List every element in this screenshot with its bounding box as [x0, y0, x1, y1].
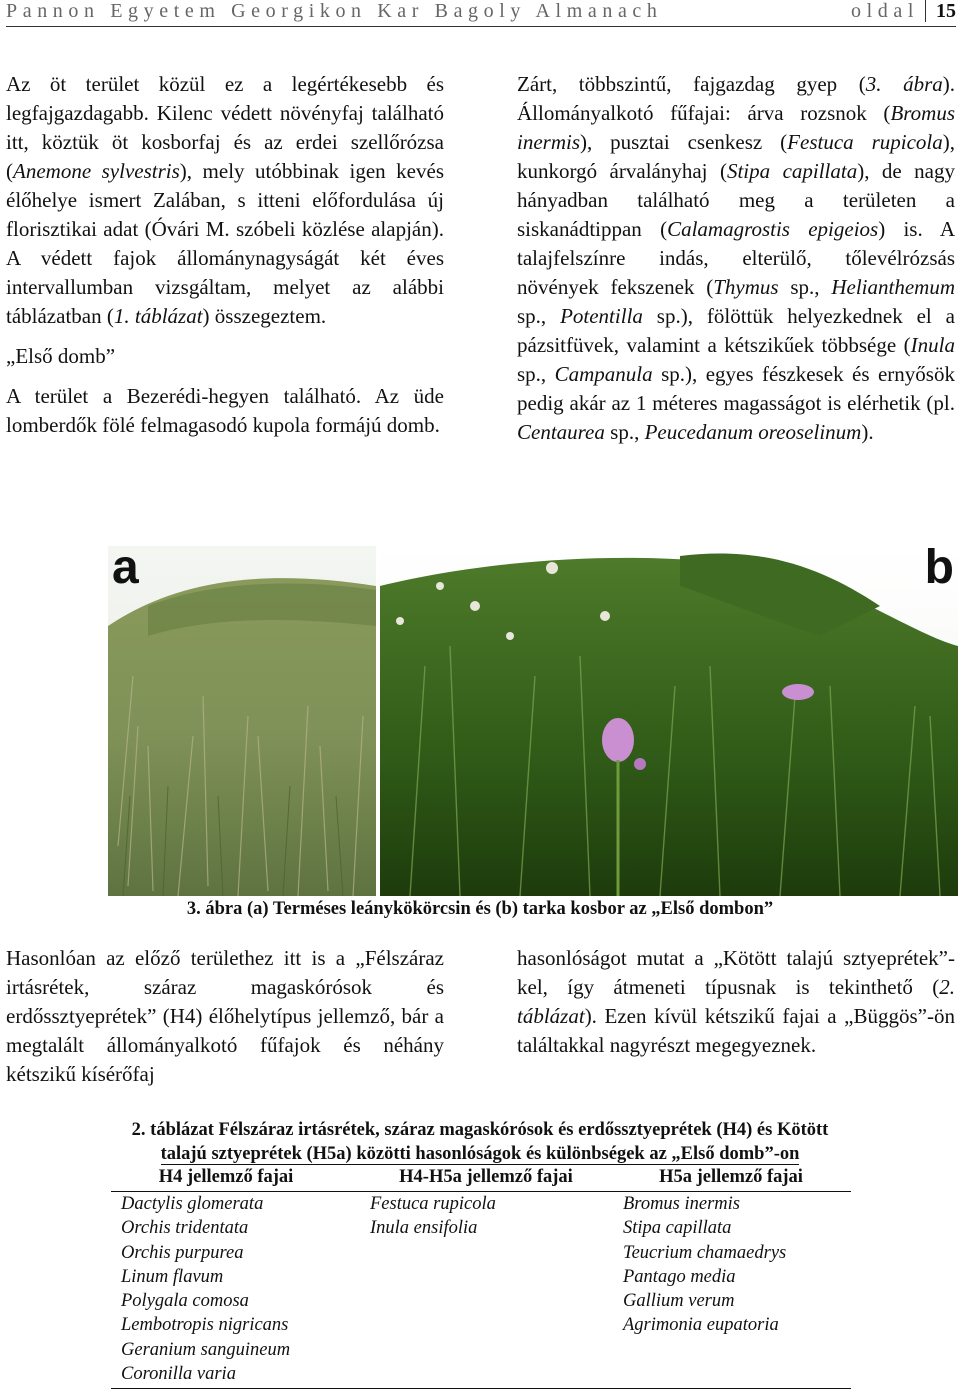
- table-cell: Inula ensifolia: [370, 1218, 478, 1239]
- figure-label-b: b: [924, 546, 954, 594]
- table-cell: Polygala comosa: [121, 1291, 249, 1312]
- table-cell: Geranium sanguineum: [121, 1339, 291, 1360]
- page-label: oldal: [851, 0, 919, 22]
- paragraph-vegetation: Zárt, többszintű, fajgazdag gyep (3. ábra). Állományalkotó fűfajai: árva rozsnok (Bromus inermis), pusztai csenkesz (Festuca rupicola), kunkorgó árvalányhaj (Stipa capillata), de nagy hányadban található meg a területen a siskanádtippan (Calamagrostis epigeios) is. A talajfelszínre indás, elterülő, tőlevélrózsás növények fekszenek (Thymus sp., Helianthemum sp., Potentilla sp.), fölöttük helyezkednek el a pázsitfüvek, valamint a kétszikűek többsége (Inula sp., Campanula sp.), egyes fészkesek és ernyősök pedig akár az 1 méteres magasságot is elérhetik (pl. Centaurea sp., Peucedanum oreoselinum).: [517, 72, 956, 444]
- table-cell: Coronilla varia: [121, 1364, 236, 1385]
- figure-caption: 3. ábra (a) Terméses leánykökörcsin és (b) tarka kosbor az „Első dombon”: [186, 899, 774, 919]
- table-cell: Dactylis glomerata: [121, 1194, 264, 1214]
- column-header: H5a jellemző fajai: [659, 1167, 803, 1187]
- page-header: [6, 0, 956, 27]
- table-header: [111, 1167, 851, 1192]
- table-cell: Teucrium chamaedrys: [623, 1242, 787, 1263]
- table-cell: Orchis purpurea: [121, 1242, 244, 1263]
- right-column: [517, 70, 955, 447]
- paragraph-site: A terület a Bezerédi-hegyen található. Az üde lomberdők fölé felmagasodó kupola formájú domb.: [6, 384, 444, 437]
- table-cell: Gallium verum: [623, 1291, 735, 1312]
- table-row: [111, 1216, 851, 1240]
- table-cell: Lembotropis nigricans: [121, 1315, 289, 1336]
- paragraph-habitat: Hasonlóan az előző területhez itt is a „Félszáraz irtásrétek, száraz magaskórósok és erdőssztyeprétek” (H4) élőhelytípus jellemző, bár a megtalált állományalkotó fűfajok és néhány kétszikű kísérőfaj: [6, 946, 444, 1086]
- journal-title: Pannon Egyetem Georgikon Kar Bagoly Almanach: [6, 0, 663, 22]
- section-heading: „Első domb”: [6, 344, 116, 368]
- paragraph-intro: Az öt terület közül ez a legértékesebb és legfajgazdagabb. Kilenc védett növényfaj található itt, köztük öt kosborfaj és az erdei szellőrózsa (Anemone sylvestris), mely utóbbinak igen kevés élőhelye ismert Zalában, s itteni előfordulása új florisztikai adat (Óvári M. szóbeli közlése alapján). A védett fajok állománynagyságát két éves intervallumban vizsgáltam, melyet az alábbi táblázatban (1. táblázat) összegeztem.: [6, 72, 444, 328]
- left-column: [6, 70, 444, 440]
- table-title: [80, 1118, 880, 1166]
- paragraph-similarity: hasonlóságot mutat a „Kötött talajú sztyeprétek”-kel, így átmeneti típusnak is tekinthető (2. táblázat). Ezen kívül kétszikű fajai a „Büggös”-ön találtakkal nagyrészt megegyeznek.: [517, 946, 955, 1057]
- figure-label-a: a: [112, 546, 139, 594]
- table-cell: Pantago media: [623, 1266, 736, 1287]
- table-cell: Stipa capillata: [623, 1218, 732, 1239]
- table-cell: Linum flavum: [121, 1266, 224, 1287]
- page-number: 15: [925, 0, 956, 22]
- table-cell: Orchis tridentata: [121, 1218, 249, 1239]
- photo-pasque-flower: [108, 546, 376, 896]
- bottom-left-column: [6, 944, 444, 1089]
- column-header: H4 jellemző fajai: [158, 1167, 294, 1187]
- page-indicator: [851, 0, 956, 23]
- column-header: H4-H5a jellemző fajai: [399, 1167, 573, 1187]
- table-row: [111, 1313, 851, 1337]
- table-cell: Festuca rupicola: [370, 1194, 496, 1214]
- table-title-line2: talajú sztyeprétek (H5a) közötti hasonlóságok és különbségek az „Első domb”-on: [160, 1144, 800, 1164]
- table-row: [111, 1241, 851, 1265]
- photo-spotted-orchid: [380, 546, 958, 896]
- table-row: [111, 1192, 851, 1216]
- table-row: [111, 1265, 851, 1289]
- table-row: [111, 1289, 851, 1313]
- table-row: [111, 1338, 851, 1362]
- table-row: [111, 1362, 851, 1386]
- table-cell: Bromus inermis: [623, 1194, 740, 1214]
- table-cell: Agrimonia eupatoria: [623, 1315, 779, 1336]
- table-bottom-rule: [111, 1386, 851, 1389]
- figure-3: [108, 546, 958, 896]
- species-table: [111, 1167, 851, 1389]
- table-body: [111, 1192, 851, 1386]
- bottom-right-column: [517, 944, 955, 1060]
- table-title-line1: 2. táblázat Félszáraz irtásrétek, száraz magaskórósok és erdőssztyeprétek (H4) és Kötött: [131, 1120, 829, 1140]
